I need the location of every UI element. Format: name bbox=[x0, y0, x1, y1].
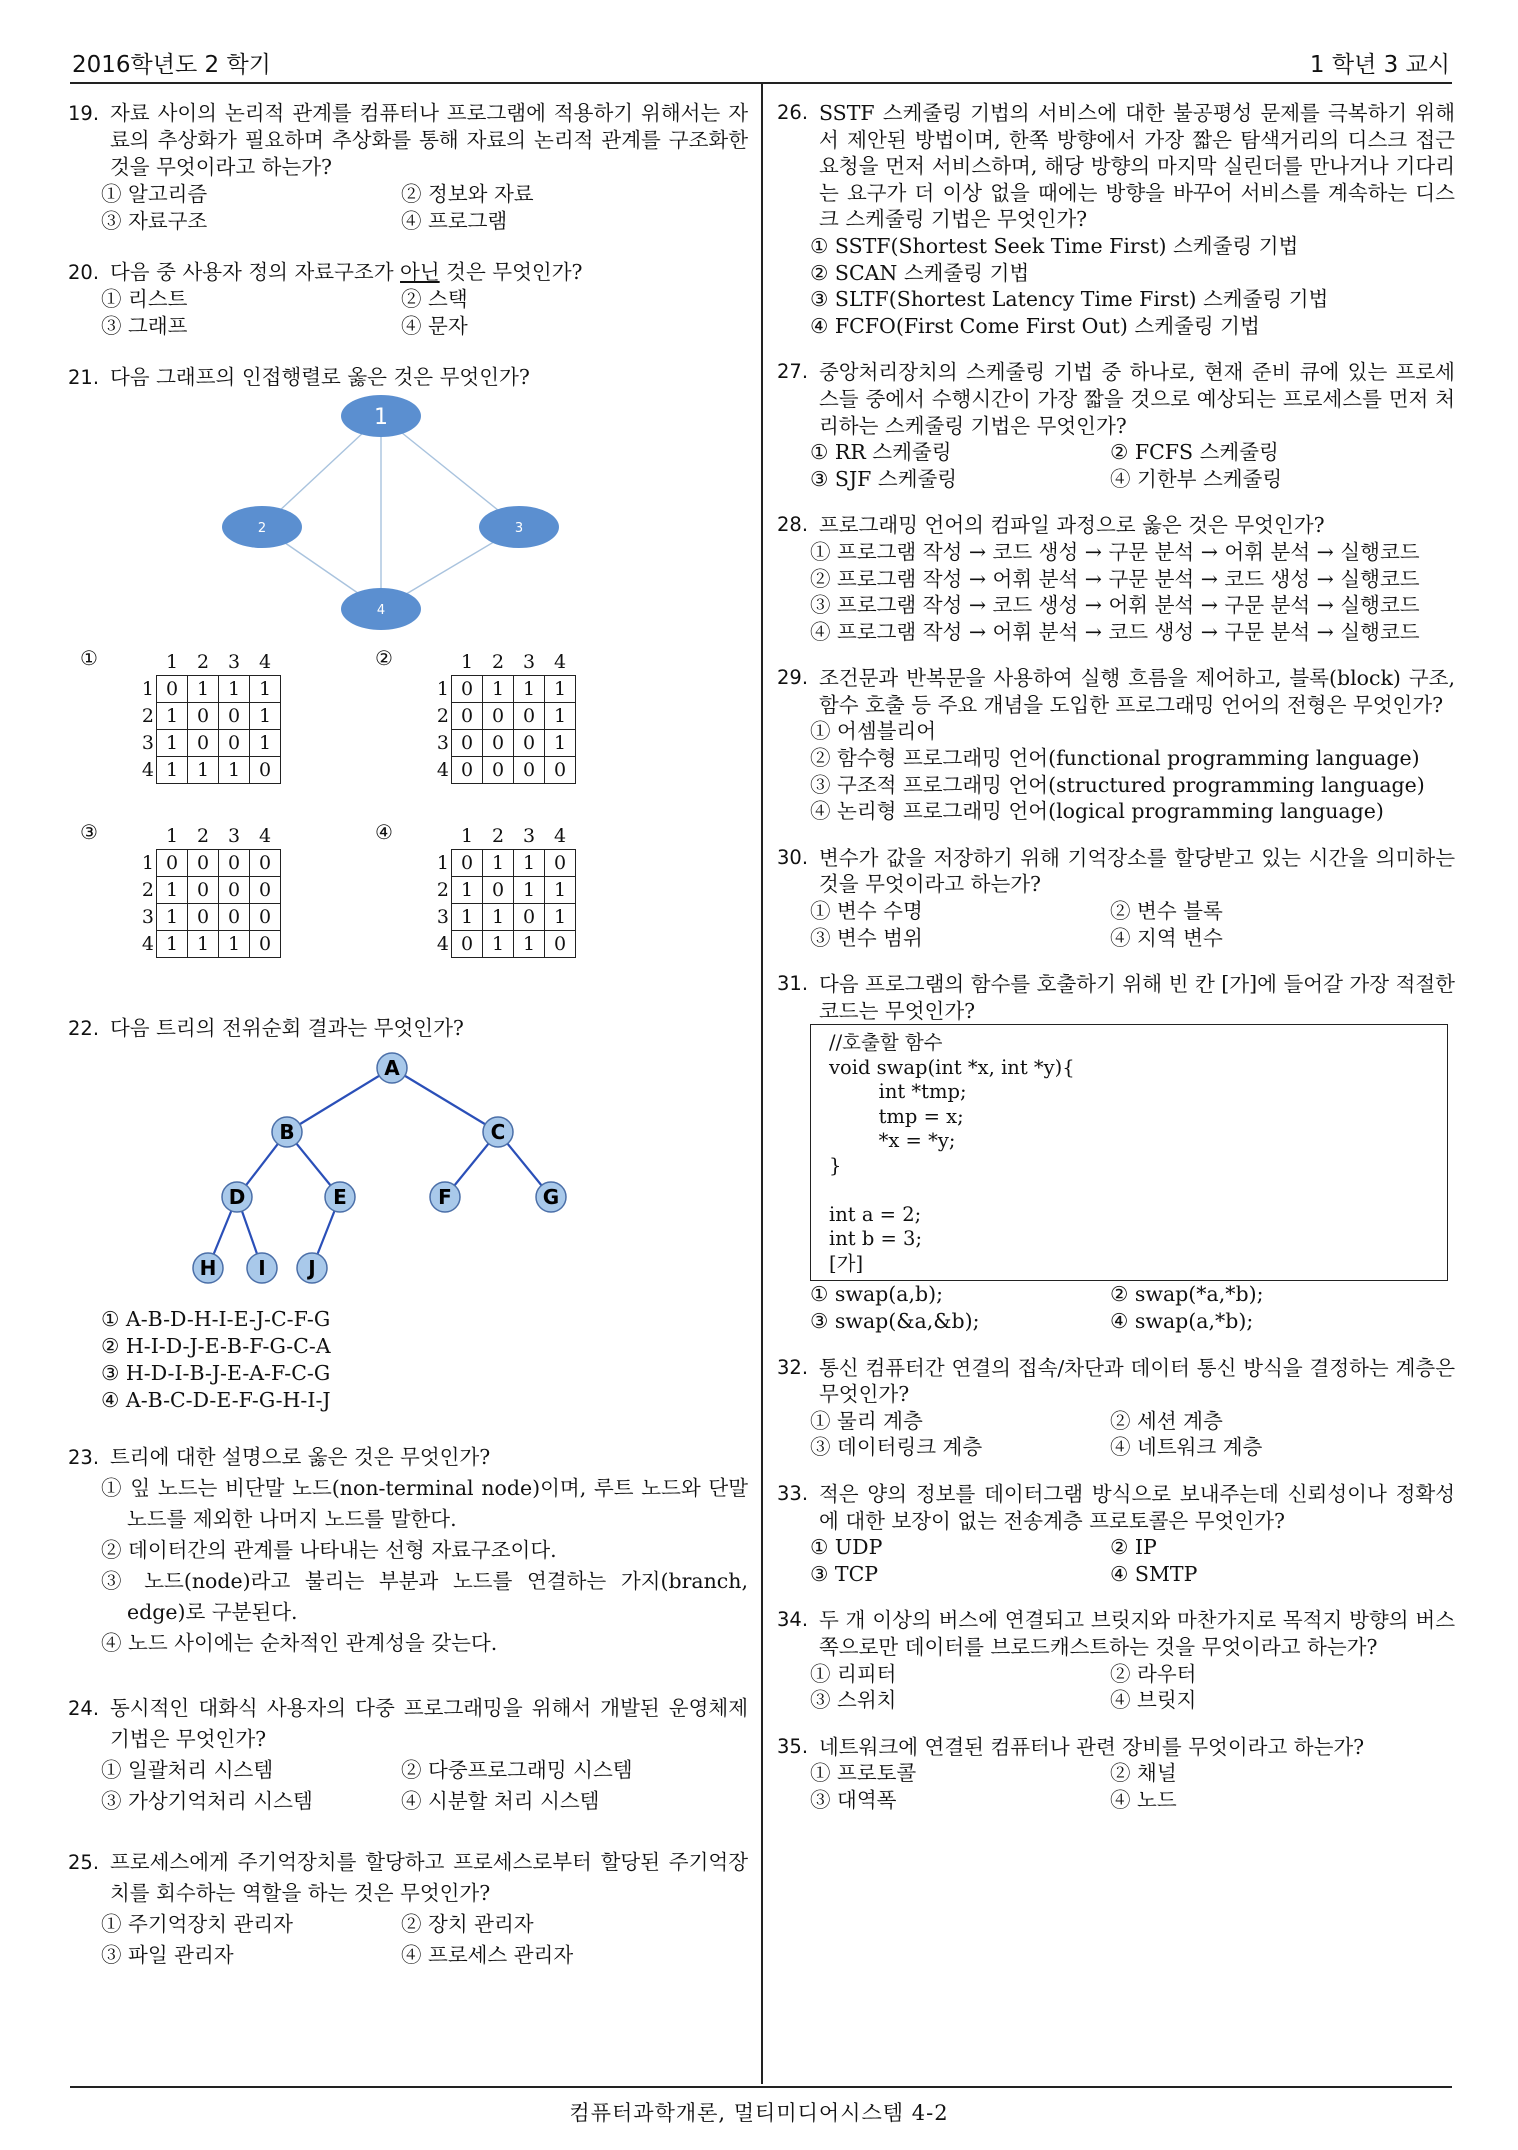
question-text: 두 개 이상의 버스에 연결되고 브릿지와 마찬가지로 목적지 방향의 버스쪽으로만 데이터를 브로드캐스트하는 것을 무엇이라고 하는가? bbox=[819, 1608, 1455, 1659]
options bbox=[101, 1755, 748, 1817]
question-23 bbox=[68, 1442, 748, 1659]
matrix-cell: 0 bbox=[250, 757, 281, 784]
option-4[interactable]: ④ 프로그램 작성 → 어휘 분석 → 코드 생성 → 구문 분석 → 실행코드 bbox=[810, 619, 1420, 644]
option-4[interactable]: ④ 논리형 프로그래밍 언어(logical programming language) bbox=[810, 799, 1384, 824]
question-24 bbox=[68, 1693, 748, 1817]
tree-node-label: H bbox=[199, 1256, 217, 1280]
matrix-cell: 1 bbox=[157, 730, 188, 757]
matrix-cell: 0 bbox=[188, 703, 219, 730]
option-2[interactable]: ② H-I-D-J-E-B-F-G-C-A bbox=[101, 1334, 331, 1358]
graph-node-label: 2 bbox=[257, 521, 267, 536]
option-2[interactable]: ② 채널 bbox=[1110, 1761, 1177, 1786]
option-4[interactable]: ④ FCFO(First Come First Out) 스케줄링 기법 bbox=[810, 313, 1260, 338]
tree-figure bbox=[68, 1042, 748, 1304]
matrix-cell: 0 bbox=[452, 757, 483, 784]
matrix-row-header: 3 bbox=[436, 732, 449, 754]
option-3[interactable]: ③ 자료구조 bbox=[101, 209, 208, 233]
question-text: 자료 사이의 논리적 관계를 컴퓨터나 프로그램에 적용하기 위해서는 자료의 추상화가 필요하며 추상화를 통해 자료의 논리적 관계를 구조화한 것을 무엇이라고 하는가? bbox=[110, 101, 748, 179]
option-4[interactable]: ④ 프로세스 관리자 bbox=[401, 1943, 574, 1967]
question-22 bbox=[68, 1015, 748, 1414]
matrix-cell: 0 bbox=[219, 877, 250, 904]
tree-edge bbox=[392, 1068, 498, 1132]
option-1[interactable]: ① 물리 계층 bbox=[810, 1408, 923, 1433]
matrix-row-header: 1 bbox=[436, 852, 449, 874]
matrix-cell: 0 bbox=[188, 904, 219, 931]
question-26 bbox=[777, 100, 1455, 339]
matrix-cell: 0 bbox=[452, 931, 483, 958]
option-3[interactable]: ③ 그래프 bbox=[101, 314, 188, 338]
page-header bbox=[70, 40, 1452, 84]
question-text: 프로세스에게 주기억장치를 할당하고 프로세스로부터 할당된 주기억장치를 회수하는 역할을 하는 것은 무엇인가? bbox=[110, 1850, 748, 1905]
matrix-col-header: 4 bbox=[258, 651, 272, 673]
option-2[interactable]: ② FCFS 스케줄링 bbox=[1110, 440, 1279, 465]
matrix-row-header: 2 bbox=[436, 705, 449, 727]
question-number: 31. bbox=[777, 972, 809, 996]
matrix-cell: 1 bbox=[250, 676, 281, 703]
option-1[interactable]: ① UDP bbox=[810, 1535, 883, 1560]
option-1[interactable]: ① 프로그램 작성 → 코드 생성 → 구문 분석 → 어휘 분석 → 실행코드 bbox=[810, 539, 1420, 564]
question-text: 조건문과 반복문을 사용하여 실행 흐름을 제어하고, 블록(block) 구조, 함수 호출 등 주요 개념을 도입한 프로그래밍 언어의 전형은 무엇인가? bbox=[819, 666, 1455, 717]
question-number: 28. bbox=[777, 513, 809, 537]
matrix-cell: 0 bbox=[452, 676, 483, 703]
matrix-col-header: 1 bbox=[460, 825, 474, 847]
matrix-cell: 0 bbox=[452, 730, 483, 757]
graph-node-label: 3 bbox=[514, 521, 524, 536]
matrix-cell: 0 bbox=[452, 703, 483, 730]
tree-node-label: I bbox=[258, 1256, 266, 1280]
matrix-option-label: ② bbox=[375, 646, 393, 670]
matrix-option-label: ① bbox=[80, 646, 98, 670]
matrix-cell: 1 bbox=[188, 931, 219, 958]
option-3[interactable]: ③ 대역폭 bbox=[810, 1787, 897, 1812]
tree-node-label: F bbox=[438, 1185, 452, 1209]
matrix-cell: 0 bbox=[514, 703, 545, 730]
matrix-cell: 1 bbox=[219, 757, 250, 784]
matrix-col-header: 1 bbox=[165, 825, 179, 847]
matrix-cell: 1 bbox=[219, 931, 250, 958]
matrix-col-header: 2 bbox=[196, 825, 210, 847]
option-3[interactable]: ③ TCP bbox=[810, 1561, 879, 1586]
option-3[interactable]: ③ 스위치 bbox=[810, 1688, 897, 1713]
tree-node-label: E bbox=[333, 1185, 347, 1209]
option-3[interactable]: ③ 파일 관리자 bbox=[101, 1943, 234, 1967]
question-text: 중앙처리장치의 스케줄링 기법 중 하나로, 현재 준비 큐에 있는 프로세스들 중에서 수행시간이 가장 짧을 것으로 예상되는 프로세스를 먼저 처리하는 스케줄링 기법은 무엇인가? bbox=[819, 360, 1455, 438]
question-35 bbox=[777, 1734, 1455, 1814]
matrix-cell: 1 bbox=[188, 757, 219, 784]
matrix-cell: 0 bbox=[219, 850, 250, 877]
option-4[interactable]: ④ 프로그램 bbox=[401, 209, 508, 233]
options bbox=[101, 1306, 748, 1414]
option-1[interactable]: ① 리피터 bbox=[810, 1661, 897, 1686]
matrix-cell: 1 bbox=[157, 703, 188, 730]
matrix-cell: 0 bbox=[514, 757, 545, 784]
matrix-row-header: 1 bbox=[141, 852, 154, 874]
matrix-row-header: 1 bbox=[436, 678, 449, 700]
matrix-cell: 1 bbox=[250, 703, 281, 730]
graph-figure bbox=[68, 391, 748, 645]
option-1[interactable]: ① A-B-D-H-I-E-J-C-F-G bbox=[101, 1307, 331, 1331]
question-29 bbox=[777, 665, 1455, 825]
option-1[interactable]: ① 일괄처리 시스템 bbox=[101, 1758, 274, 1782]
option-3[interactable]: ③ H-D-I-B-J-E-A-F-C-G bbox=[101, 1361, 331, 1385]
option-4[interactable]: ④ 노드 bbox=[1110, 1787, 1177, 1812]
question-number: 26. bbox=[777, 101, 809, 124]
matrix-col-header: 4 bbox=[258, 825, 272, 847]
option-2[interactable]: ② swap(*a,*b); bbox=[1110, 1282, 1264, 1307]
question-number: 21. bbox=[68, 366, 100, 389]
matrix-row-header: 2 bbox=[141, 705, 154, 727]
matrix-cell: 0 bbox=[157, 676, 188, 703]
question-text: 다음 프로그램의 함수를 호출하기 위해 빈 칸 [가]에 들어갈 가장 적절한 코드는 무엇인가? bbox=[819, 972, 1455, 1023]
underlined-word: 아닌 bbox=[400, 260, 440, 284]
matrix-row-header: 3 bbox=[141, 906, 154, 928]
option-1[interactable]: ① 프로토콜 bbox=[810, 1761, 917, 1786]
option-1[interactable]: ① RR 스케줄링 bbox=[810, 440, 952, 465]
matrix-row-header: 4 bbox=[436, 759, 449, 781]
option-1[interactable]: ① 어셈블리어 bbox=[810, 719, 937, 744]
question-text: 네트워크에 연결된 컴퓨터나 관련 장비를 무엇이라고 하는가? bbox=[819, 1734, 1365, 1759]
question-25 bbox=[68, 1847, 748, 1971]
option-2[interactable]: ② 다중프로그래밍 시스템 bbox=[401, 1758, 633, 1782]
option-4[interactable]: ④ swap(a,*b); bbox=[1110, 1309, 1254, 1333]
matrix-col-header: 3 bbox=[522, 651, 536, 673]
option-4[interactable]: ④ 브릿지 bbox=[1110, 1688, 1197, 1713]
tree-edge bbox=[287, 1068, 392, 1132]
question-number: 27. bbox=[777, 360, 809, 384]
text-part: 다음 중 사용자 정의 자료구조가 bbox=[110, 260, 401, 284]
tree-node-label: D bbox=[228, 1185, 246, 1209]
question-number: 34. bbox=[777, 1608, 809, 1632]
option-1[interactable]: ① 알고리즘 bbox=[101, 182, 208, 206]
matrix-option-label: ③ bbox=[80, 820, 98, 844]
question-34 bbox=[777, 1607, 1455, 1713]
text-part: 것은 무엇인가? bbox=[439, 260, 583, 284]
matrix-col-header: 3 bbox=[227, 651, 241, 673]
option-2[interactable]: ② 세션 계층 bbox=[1110, 1408, 1223, 1433]
column-divider bbox=[761, 84, 763, 2084]
question-text bbox=[110, 259, 748, 286]
matrix-col-header: 1 bbox=[165, 651, 179, 673]
option-2[interactable]: ② 변수 블록 bbox=[1110, 899, 1223, 924]
option-1[interactable]: ① 리스트 bbox=[101, 287, 188, 311]
matrix-cell: 0 bbox=[250, 850, 281, 877]
matrix-cell: 1 bbox=[452, 877, 483, 904]
question-number: 25. bbox=[68, 1851, 100, 1874]
matrix-row-header: 3 bbox=[141, 732, 154, 754]
options bbox=[810, 539, 1455, 645]
option-4[interactable]: ④ 네트워크 계층 bbox=[1110, 1435, 1263, 1460]
right-column bbox=[777, 100, 1455, 1838]
question-text: 다음 트리의 전위순회 결과는 무엇인가? bbox=[110, 1016, 464, 1040]
question-32 bbox=[777, 1355, 1455, 1461]
option-2[interactable]: ② 프로그램 작성 → 어휘 분석 → 구문 분석 → 코드 생성 → 실행코드 bbox=[810, 566, 1420, 591]
tree-node-label: A bbox=[384, 1056, 400, 1080]
matrix-cell: 1 bbox=[545, 730, 576, 757]
question-number: 33. bbox=[777, 1481, 809, 1505]
options bbox=[810, 233, 1455, 339]
option-3[interactable]: ③ 프로그램 작성 → 코드 생성 → 어휘 분석 → 구문 분석 → 실행코드 bbox=[810, 593, 1420, 618]
question-number: 32. bbox=[777, 1355, 809, 1379]
graph-node-label: 1 bbox=[374, 405, 388, 430]
option-4[interactable]: ④ 시분할 처리 시스템 bbox=[401, 1789, 600, 1813]
matrix-cell: 0 bbox=[483, 877, 514, 904]
options bbox=[810, 718, 1455, 824]
matrix-cell: 1 bbox=[250, 730, 281, 757]
matrix-col-header: 3 bbox=[522, 825, 536, 847]
matrix-col-header: 2 bbox=[196, 651, 210, 673]
matrix-cell: 1 bbox=[157, 904, 188, 931]
matrix-cell: 1 bbox=[514, 877, 545, 904]
code-block: //호출할 함수 void swap(int *x, int *y){ int *tmp; tmp = x; *x = *y; } int a = 2; int b = 3; [가] bbox=[810, 1024, 1448, 1281]
adjacency-matrix bbox=[124, 823, 281, 958]
matrix-option-1[interactable] bbox=[80, 645, 340, 815]
option-4[interactable]: ④ A-B-C-D-E-F-G-H-I-J bbox=[101, 1388, 331, 1412]
matrix-option-2[interactable] bbox=[375, 645, 635, 815]
matrix-cell: 0 bbox=[545, 850, 576, 877]
option-3[interactable]: ③ 구조적 프로그래밍 언어(structured programming language) bbox=[810, 772, 1425, 797]
matrix-cell: 1 bbox=[514, 931, 545, 958]
matrix-option-3[interactable] bbox=[80, 819, 340, 989]
matrix-cell: 0 bbox=[483, 703, 514, 730]
matrix-row-header: 4 bbox=[436, 933, 449, 955]
option-3[interactable]: ③ 노드(node)라고 불리는 부분과 노드를 연결하는 가지(branch, edge)로 구분된다. bbox=[101, 1569, 748, 1624]
option-3[interactable]: ③ 가상기억처리 시스템 bbox=[101, 1789, 313, 1813]
options bbox=[810, 1408, 1455, 1461]
options bbox=[101, 1473, 748, 1659]
option-4[interactable]: ④ 지역 변수 bbox=[1110, 925, 1223, 950]
option-3[interactable]: ③ 변수 범위 bbox=[810, 925, 923, 950]
question-number: 22. bbox=[68, 1017, 100, 1040]
option-2[interactable]: ② SCAN 스케줄링 기법 bbox=[810, 260, 1030, 285]
matrix-col-header: 2 bbox=[491, 651, 505, 673]
matrix-cell: 0 bbox=[188, 850, 219, 877]
matrix-option-4[interactable] bbox=[375, 819, 635, 989]
matrix-cell: 1 bbox=[483, 676, 514, 703]
question-21 bbox=[68, 364, 748, 1001]
matrix-cell: 0 bbox=[483, 757, 514, 784]
question-31 bbox=[777, 971, 1455, 1334]
matrix-cell: 1 bbox=[157, 931, 188, 958]
matrix-col-header: 2 bbox=[491, 825, 505, 847]
question-text: SSTF 스케줄링 기법의 서비스에 대한 불공평성 문제를 극복하기 위해서 제안된 방법이며, 한쪽 방향에서 가장 짧은 탐색거리의 디스크 접근 요청을 먼저 서비스하며, 해당 방향의 마지막 실린더를 만나거나 기다리는 요구가 더 이상 없을 때에는 방향을 바꾸어 서비스를 계속하는 디스크 스케줄링 기법은 무엇인가? bbox=[819, 101, 1455, 232]
tree-node-label: C bbox=[490, 1120, 506, 1144]
matrix-cell: 1 bbox=[514, 676, 545, 703]
options bbox=[810, 1534, 1455, 1587]
question-text: 다음 그래프의 인접행렬로 옳은 것은 무엇인가? bbox=[110, 365, 530, 389]
option-4[interactable]: ④ 기한부 스케줄링 bbox=[1110, 466, 1283, 491]
matrix-cell: 0 bbox=[452, 850, 483, 877]
matrix-cell: 0 bbox=[188, 877, 219, 904]
question-text: 트리에 대한 설명으로 옳은 것은 무엇인가? bbox=[110, 1445, 491, 1469]
question-number: 23. bbox=[68, 1446, 100, 1469]
question-text: 프로그래밍 언어의 컴파일 과정으로 옳은 것은 무엇인가? bbox=[819, 513, 1325, 538]
option-1[interactable]: ① swap(a,b); bbox=[810, 1282, 944, 1307]
matrix-cell: 1 bbox=[188, 676, 219, 703]
options bbox=[101, 181, 748, 235]
question-number: 29. bbox=[777, 666, 809, 690]
matrix-cell: 0 bbox=[219, 904, 250, 931]
matrix-cell: 1 bbox=[219, 676, 250, 703]
adjacency-matrix bbox=[124, 649, 281, 784]
options bbox=[810, 1281, 1455, 1334]
matrix-cell: 1 bbox=[483, 850, 514, 877]
matrix-col-header: 4 bbox=[553, 825, 567, 847]
matrix-row-header: 4 bbox=[141, 933, 154, 955]
question-27 bbox=[777, 359, 1455, 492]
matrix-cell: 0 bbox=[250, 904, 281, 931]
option-2[interactable]: ② 라우터 bbox=[1110, 1661, 1197, 1686]
option-1[interactable]: ① SSTF(Shortest Seek Time First) 스케줄링 기법 bbox=[810, 233, 1299, 258]
question-28 bbox=[777, 512, 1455, 645]
question-number: 20. bbox=[68, 261, 100, 284]
matrix-cell: 0 bbox=[545, 757, 576, 784]
option-1[interactable]: ① 잎 노드는 비단말 노드(non-terminal node)이며, 루트 노드와 단말 노드를 제외한 나머지 노드를 말한다. bbox=[101, 1476, 748, 1531]
options bbox=[101, 1909, 748, 1971]
option-4[interactable]: ④ 노드 사이에는 순차적인 관계성을 갖는다. bbox=[101, 1631, 498, 1655]
matrix-col-header: 4 bbox=[553, 651, 567, 673]
matrix-cell: 1 bbox=[545, 877, 576, 904]
option-1[interactable]: ① 주기억장치 관리자 bbox=[101, 1912, 293, 1936]
graph-node-label: 4 bbox=[376, 603, 386, 618]
options bbox=[810, 439, 1455, 492]
question-text: 동시적인 대화식 사용자의 다중 프로그래밍을 위해서 개발된 운영체제 기법은 무엇인가? bbox=[110, 1696, 748, 1751]
left-column bbox=[68, 100, 748, 1995]
question-number: 30. bbox=[777, 845, 809, 869]
adjacency-matrix bbox=[419, 649, 576, 784]
tree-node-label: J bbox=[308, 1256, 316, 1280]
matrix-cell: 1 bbox=[545, 904, 576, 931]
question-20 bbox=[68, 259, 748, 340]
adjacency-matrix bbox=[419, 823, 576, 958]
header-session: 1 학년 3 교시 bbox=[1309, 52, 1450, 78]
question-33 bbox=[777, 1481, 1455, 1587]
matrix-cell: 0 bbox=[219, 703, 250, 730]
matrix-row-header: 4 bbox=[141, 759, 154, 781]
question-19 bbox=[68, 100, 748, 235]
options bbox=[101, 286, 748, 340]
options bbox=[810, 1661, 1455, 1714]
question-text: 변수가 값을 저장하기 위해 기억장소를 할당받고 있는 시간을 의미하는 것을 무엇이라고 하는가? bbox=[819, 845, 1455, 897]
matrix-cell: 0 bbox=[514, 730, 545, 757]
page-footer: 컴퓨터과학개론, 멀티미디어시스템 4-2 bbox=[569, 2101, 949, 2125]
question-text: 통신 컴퓨터간 연결의 접속/차단과 데이터 통신 방식을 결정하는 계층은 무엇인가? bbox=[819, 1355, 1455, 1407]
option-2[interactable]: ② 함수형 프로그래밍 언어(functional programming language) bbox=[810, 746, 1420, 771]
question-30 bbox=[777, 845, 1455, 951]
option-3[interactable]: ③ swap(&a,&b); bbox=[810, 1309, 980, 1333]
matrix-cell: 1 bbox=[157, 877, 188, 904]
option-2[interactable]: ② 스택 bbox=[401, 287, 468, 311]
footer-rule bbox=[70, 2086, 1452, 2088]
matrix-cell: 1 bbox=[545, 703, 576, 730]
question-number: 19. bbox=[68, 102, 100, 125]
options bbox=[810, 898, 1455, 951]
matrix-cell: 0 bbox=[250, 877, 281, 904]
matrix-col-header: 1 bbox=[460, 651, 474, 673]
option-3[interactable]: ③ SLTF(Shortest Latency Time First) 스케줄링 기법 bbox=[810, 287, 1329, 312]
option-2[interactable]: ② 데이터간의 관계를 나타내는 선형 자료구조이다. bbox=[101, 1538, 557, 1562]
matrix-cell: 0 bbox=[483, 730, 514, 757]
matrix-row-header: 3 bbox=[436, 906, 449, 928]
tree-node-label: B bbox=[279, 1120, 295, 1144]
option-3[interactable]: ③ 데이터링크 계층 bbox=[810, 1435, 983, 1460]
matrix-cell: 1 bbox=[545, 676, 576, 703]
option-2[interactable]: ② 정보와 자료 bbox=[401, 182, 534, 206]
adjacency-matrix-options bbox=[68, 645, 748, 1001]
question-number: 35. bbox=[777, 1734, 809, 1758]
question-text: 적은 양의 정보를 데이터그램 방식으로 보내주는데 신뢰성이나 정확성에 대한 보장이 없는 전송계층 프로토콜은 무엇인가? bbox=[819, 1481, 1455, 1533]
question-number: 24. bbox=[68, 1697, 100, 1720]
matrix-row-header: 2 bbox=[141, 879, 154, 901]
options bbox=[810, 1760, 1455, 1813]
matrix-row-header: 1 bbox=[141, 678, 154, 700]
matrix-cell: 0 bbox=[545, 931, 576, 958]
matrix-option-label: ④ bbox=[375, 820, 393, 844]
option-2[interactable]: ② IP bbox=[1110, 1535, 1157, 1560]
matrix-cell: 0 bbox=[514, 904, 545, 931]
header-semester: 2016학년도 2 학기 bbox=[72, 52, 271, 78]
matrix-cell: 1 bbox=[452, 904, 483, 931]
matrix-cell: 0 bbox=[219, 730, 250, 757]
matrix-cell: 1 bbox=[157, 757, 188, 784]
matrix-cell: 0 bbox=[188, 730, 219, 757]
option-3[interactable]: ③ SJF 스케줄링 bbox=[810, 466, 958, 491]
matrix-cell: 1 bbox=[514, 850, 545, 877]
option-1[interactable]: ① 변수 수명 bbox=[810, 899, 923, 924]
matrix-cell: 1 bbox=[483, 904, 514, 931]
matrix-cell: 0 bbox=[157, 850, 188, 877]
matrix-row-header: 2 bbox=[436, 879, 449, 901]
matrix-cell: 1 bbox=[483, 931, 514, 958]
option-4[interactable]: ④ 문자 bbox=[401, 314, 468, 338]
option-2[interactable]: ② 장치 관리자 bbox=[401, 1912, 534, 1936]
option-4[interactable]: ④ SMTP bbox=[1110, 1561, 1198, 1586]
matrix-col-header: 3 bbox=[227, 825, 241, 847]
tree-node-label: G bbox=[542, 1185, 560, 1209]
matrix-cell: 0 bbox=[250, 931, 281, 958]
